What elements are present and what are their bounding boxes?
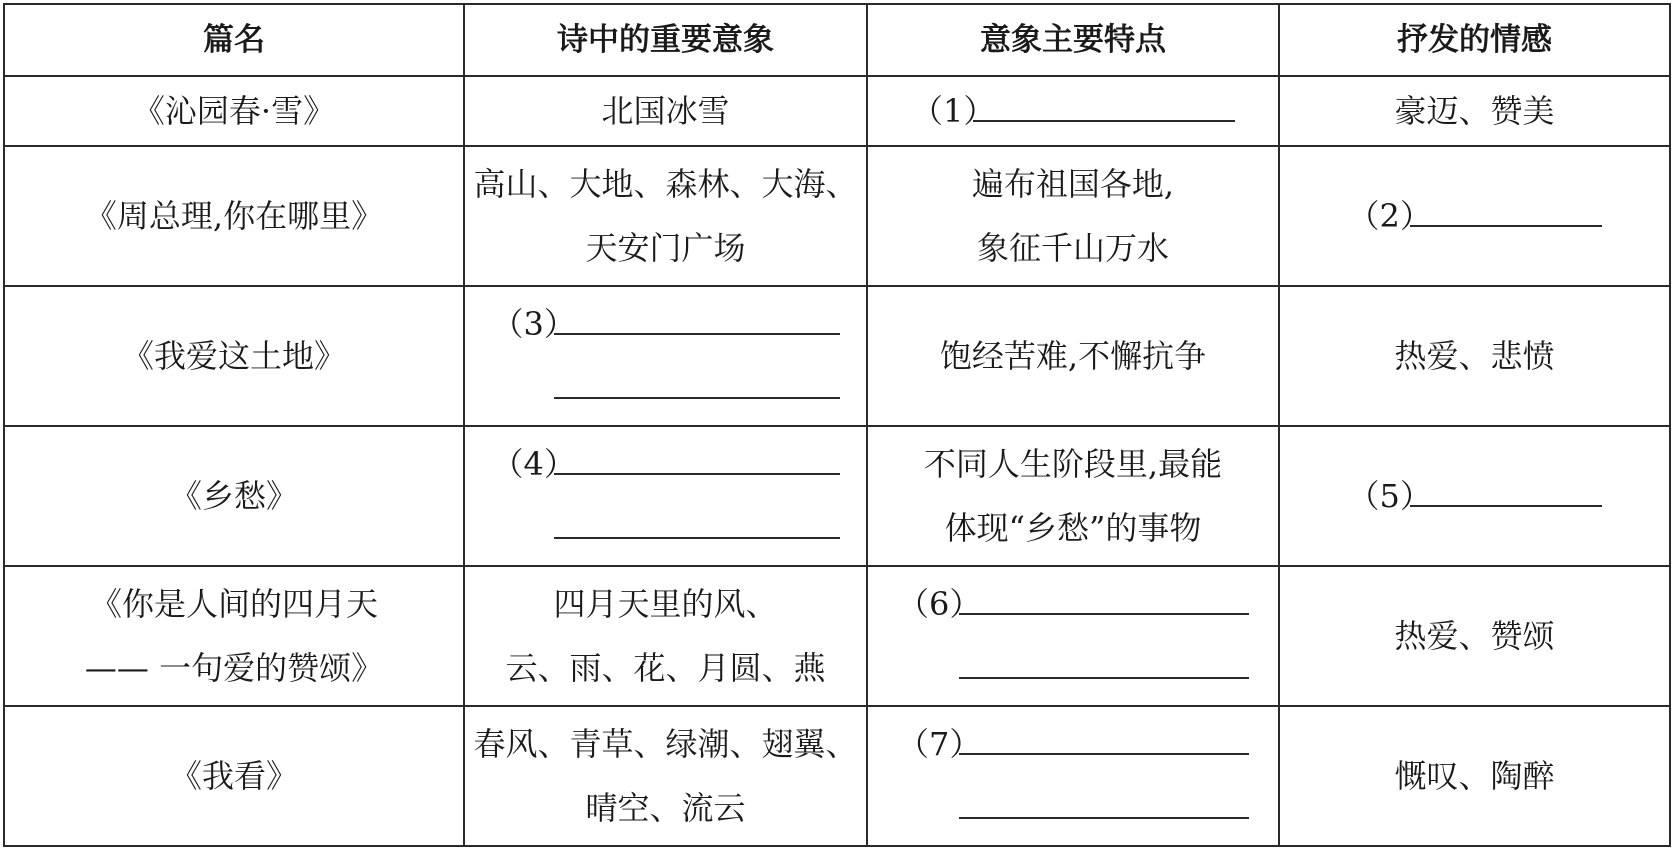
poem-title: 《我爱这土地》	[4, 286, 464, 426]
table-row	[4, 146, 1670, 286]
feature-cell	[867, 146, 1279, 286]
table-row	[4, 566, 1670, 706]
blank-number: （1）	[911, 92, 996, 130]
imagery-line: 春风、青草、绿潮、翅翼、	[473, 725, 858, 763]
blank-rule	[959, 783, 1249, 819]
blank-number: （3）	[491, 305, 576, 343]
blank-number: （4）	[491, 445, 576, 483]
header-feature: 意象主要特点	[867, 4, 1279, 76]
feature-cell	[867, 566, 1279, 706]
imagery-line: 北国冰雪	[601, 92, 730, 130]
emotion-cell: 热爱、悲愤	[1279, 286, 1670, 426]
answer-blank-2[interactable]	[1348, 184, 1602, 248]
blank-number: （6）	[897, 585, 982, 623]
emotion-cell: 慨叹、陶醉	[1279, 706, 1670, 846]
header-title: 篇名	[4, 4, 464, 76]
feature-cell	[867, 426, 1279, 566]
poem-title	[4, 566, 464, 706]
emotion-cell: 豪迈、赞美	[1279, 76, 1670, 146]
feature-line: 体现“乡愁”的事物	[944, 509, 1202, 547]
imagery-line: 四月天里的风、	[553, 585, 778, 623]
blank-rule	[959, 719, 1249, 755]
emotion-cell	[1279, 146, 1670, 286]
feature-cell	[867, 286, 1279, 426]
blank-rule	[1410, 471, 1602, 507]
title-line: 《你是人间的四月天	[89, 585, 378, 623]
answer-blank-6[interactable]	[897, 572, 1249, 700]
table-row	[4, 286, 1670, 426]
table-header-row	[4, 4, 1670, 76]
imagery-cell	[464, 706, 867, 846]
header-imagery: 诗中的重要意象	[464, 4, 867, 76]
emotion-cell	[1279, 426, 1670, 566]
feature-line: 饱经苦难,不懈抗争	[939, 337, 1207, 375]
blank-rule	[554, 439, 840, 475]
feature-line: 象征千山万水	[976, 229, 1169, 267]
imagery-line: 云、雨、花、月圆、燕	[505, 649, 826, 687]
blank-rule	[959, 579, 1249, 615]
imagery-line: 高山、大地、森林、大海、	[473, 165, 858, 203]
title-line: —— 一句爱的赞颂》	[84, 649, 384, 687]
emotion-cell: 热爱、赞颂	[1279, 566, 1670, 706]
blank-rule	[554, 299, 840, 335]
answer-blank-1[interactable]	[911, 79, 1235, 143]
imagery-line: 天安门广场	[585, 229, 746, 267]
feature-line: 遍布祖国各地,	[971, 165, 1175, 203]
imagery-cell	[464, 146, 867, 286]
imagery-cell	[464, 286, 867, 426]
blank-number: （2）	[1347, 197, 1432, 235]
table-row	[4, 76, 1670, 146]
poem-imagery-table	[3, 3, 1671, 847]
blank-number: （5）	[1347, 477, 1432, 515]
table-row	[4, 706, 1670, 846]
answer-blank-3[interactable]	[492, 292, 840, 420]
answer-blank-7[interactable]	[897, 712, 1249, 840]
imagery-cell	[464, 76, 867, 146]
feature-cell	[867, 76, 1279, 146]
header-emotion: 抒发的情感	[1279, 4, 1670, 76]
imagery-line: 晴空、流云	[585, 789, 746, 827]
poem-title: 《沁园春·雪》	[4, 76, 464, 146]
answer-blank-5[interactable]	[1348, 464, 1602, 528]
blank-rule	[959, 643, 1249, 679]
blank-rule	[554, 363, 840, 399]
blank-number: （7）	[897, 725, 982, 763]
poem-title: 《周总理,你在哪里》	[4, 146, 464, 286]
imagery-cell	[464, 566, 867, 706]
answer-blank-4[interactable]	[492, 432, 840, 560]
feature-cell	[867, 706, 1279, 846]
poem-title: 《乡愁》	[4, 426, 464, 566]
table-row	[4, 426, 1670, 566]
blank-rule	[973, 86, 1235, 122]
feature-line: 不同人生阶段里,最能	[923, 445, 1223, 483]
blank-rule	[554, 503, 840, 539]
poem-title: 《我看》	[4, 706, 464, 846]
imagery-cell	[464, 426, 867, 566]
blank-rule	[1410, 191, 1602, 227]
